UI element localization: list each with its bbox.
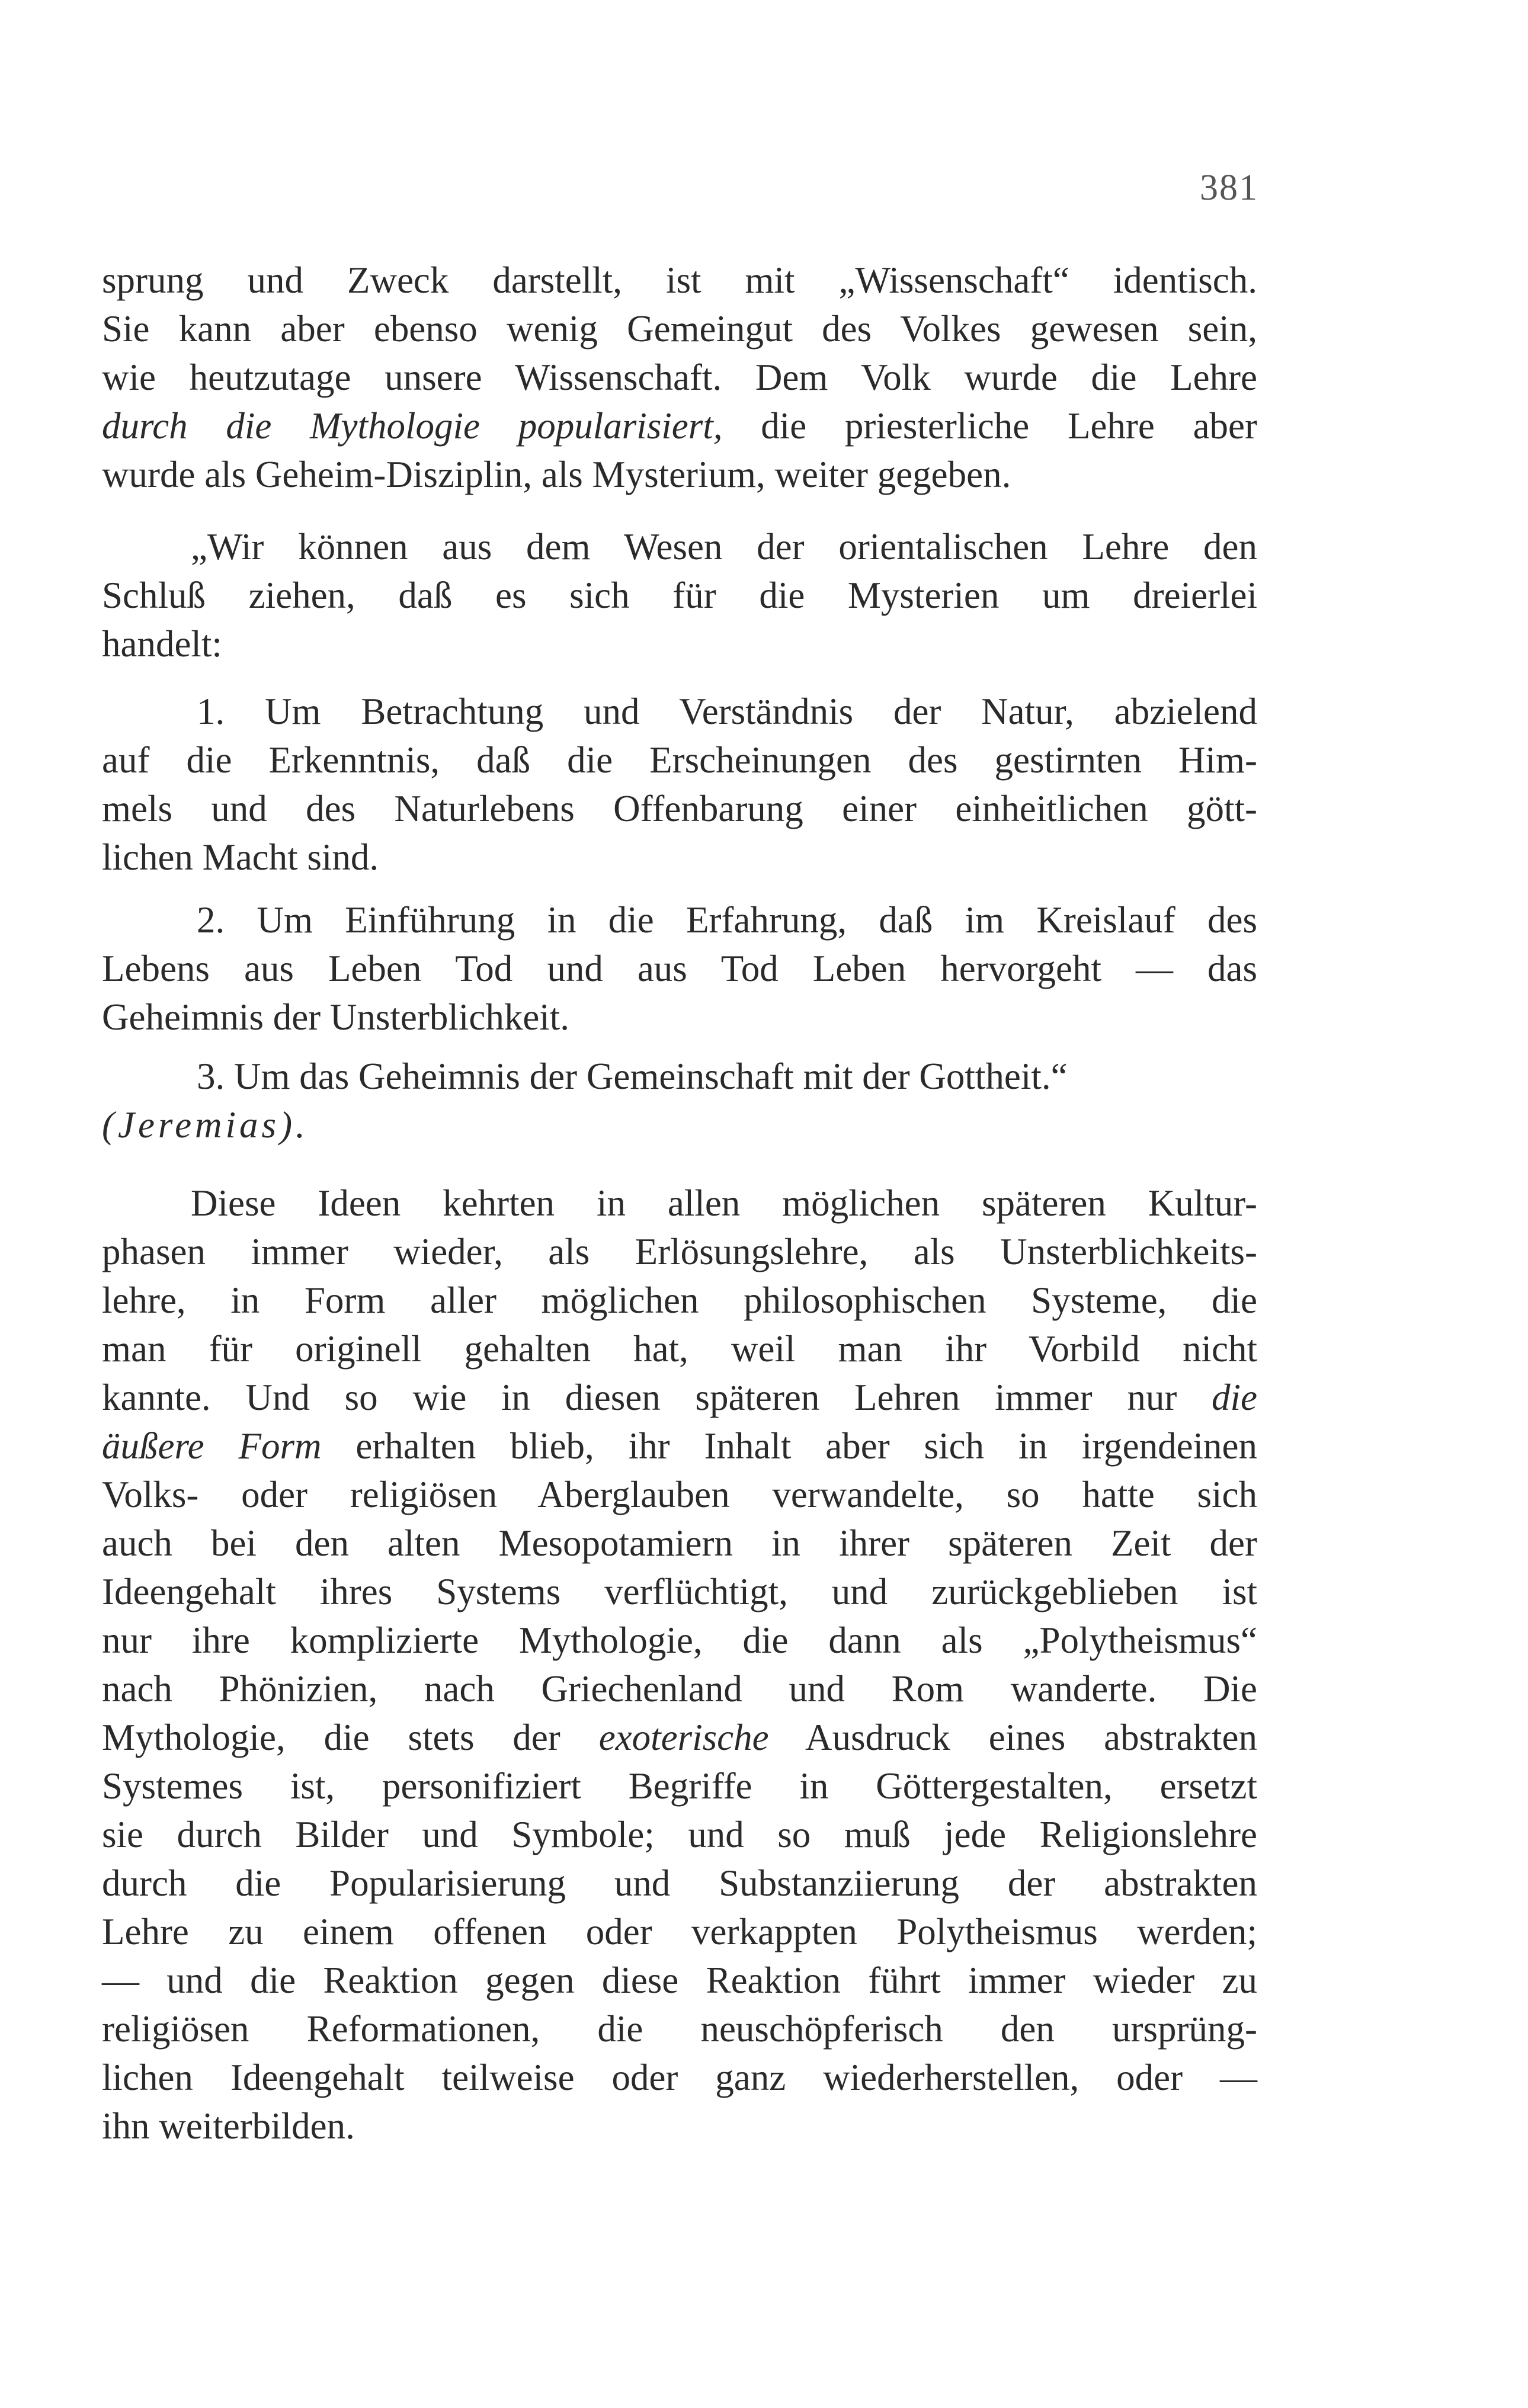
text-line: — und die Reaktion gegen diese Reaktion führt immer wieder zu — [102, 1960, 1257, 2001]
text-line: religiösen Reformationen, die neuschöpferisch den ursprüng- — [102, 2008, 1257, 2050]
text-line: Geheimnis der Unsterblichkeit. — [102, 996, 570, 1038]
text-line: 2. Um Einführung in die Erfahrung, daß im Kreislauf des — [197, 899, 1257, 941]
page-number: 381 — [1200, 168, 1258, 208]
text-line — [102, 1713, 1257, 1762]
text-line: handelt: — [102, 623, 222, 665]
text-line: ihn weiterbilden. — [102, 2105, 355, 2147]
text-line — [102, 402, 1257, 450]
text-line: man für originell gehalten hat, weil man ihr Vorbild nicht — [102, 1328, 1257, 1370]
paragraph-1 — [102, 256, 1257, 499]
text-line: wurde als Geheim-Disziplin, als Mysterium, weiter gegeben. — [102, 454, 1011, 495]
attribution: (Jeremias). — [102, 1104, 309, 1146]
text-fragment: die priesterliche Lehre aber — [761, 405, 1257, 447]
list-item-1 — [102, 687, 1257, 881]
text-line: mels und des Naturlebens Offenbarung einer einheitlichen gött- — [102, 788, 1257, 829]
text-line: Lehre zu einem offenen oder verkappten Polytheismus werden; — [102, 1911, 1257, 1952]
text-line: lichen Macht sind. — [102, 836, 379, 878]
italic-word: die — [1212, 1377, 1258, 1418]
text-line: sprung und Zweck darstellt, ist mit „Wissenschaft“ identisch. — [102, 259, 1257, 301]
text-line: wie heutzutage unsere Wissenschaft. Dem Volk wurde die Lehre — [102, 357, 1257, 398]
text-line: nach Phönizien, nach Griechenland und Rom wanderte. Die — [102, 1668, 1257, 1710]
text-line: phasen immer wieder, als Erlösungslehre, als Unsterblichkeits- — [102, 1231, 1257, 1272]
text-line: auch bei den alten Mesopotamiern in ihrer späteren Zeit der — [102, 1522, 1257, 1564]
text-line: 3. Um das Geheimnis der Gemeinschaft mit der Gottheit.“ — [197, 1056, 1068, 1097]
text-fragment: erhalten blieb, ihr Inhalt aber sich in irgendeinen — [355, 1425, 1257, 1467]
text-line: Volks- oder religiösen Aberglauben verwandelte, so hatte sich — [102, 1474, 1257, 1515]
text-line: lehre, in Form aller möglichen philosophischen Systeme, die — [102, 1280, 1257, 1321]
text-line: Diese Ideen kehrten in allen möglichen späteren Kultur- — [191, 1182, 1257, 1224]
list-item-3 — [102, 1052, 1257, 1149]
text-line: Ideengehalt ihres Systems verflüchtigt, und zurückgeblieben ist — [102, 1571, 1257, 1612]
text-fragment: Ausdruck eines abstrakten — [805, 1717, 1258, 1758]
text-line — [102, 1373, 1257, 1422]
text-line — [102, 1101, 1257, 1149]
text-line — [102, 1422, 1257, 1470]
text-fragment: kannte. Und so wie in diesen späteren Lehren immer nur — [102, 1377, 1177, 1418]
text-line: Systemes ist, personifiziert Begriffe in Göttergestalten, ersetzt — [102, 1765, 1257, 1807]
text-line: durch die Popularisierung und Substanziierung der abstrakten — [102, 1862, 1257, 1904]
text-line: nur ihre komplizierte Mythologie, die dann als „Polytheismus“ — [102, 1620, 1257, 1661]
list-item-2 — [102, 896, 1257, 1041]
text-line: 1. Um Betrachtung und Verständnis der Natur, abzielend — [197, 691, 1257, 732]
italic-phrase: äußere Form — [102, 1425, 322, 1467]
text-line: auf die Erkenntnis, daß die Erscheinungen des gestirnten Him- — [102, 739, 1257, 781]
text-line: Schluß ziehen, daß es sich für die Mysterien um dreierlei — [102, 575, 1257, 616]
italic-phrase: durch die Mythologie popularisiert, — [102, 405, 723, 447]
text-line: Lebens aus Leben Tod und aus Tod Leben hervorgeht — das — [102, 948, 1257, 989]
text-fragment: Mythologie, die stets der — [102, 1717, 560, 1758]
text-line: Sie kann aber ebenso wenig Gemeingut des Volkes gewesen sein, — [102, 308, 1257, 350]
text-line: „Wir können aus dem Wesen der orientalischen Lehre den — [191, 526, 1257, 567]
italic-word: exoterische — [598, 1717, 769, 1758]
text-line: sie durch Bilder und Symbole; und so muß jede Religionslehre — [102, 1814, 1257, 1855]
text-line: lichen Ideengehalt teilweise oder ganz wiederherstellen, oder — — [102, 2057, 1257, 2098]
paragraph-2 — [102, 522, 1257, 668]
paragraph-6 — [102, 1179, 1257, 2150]
